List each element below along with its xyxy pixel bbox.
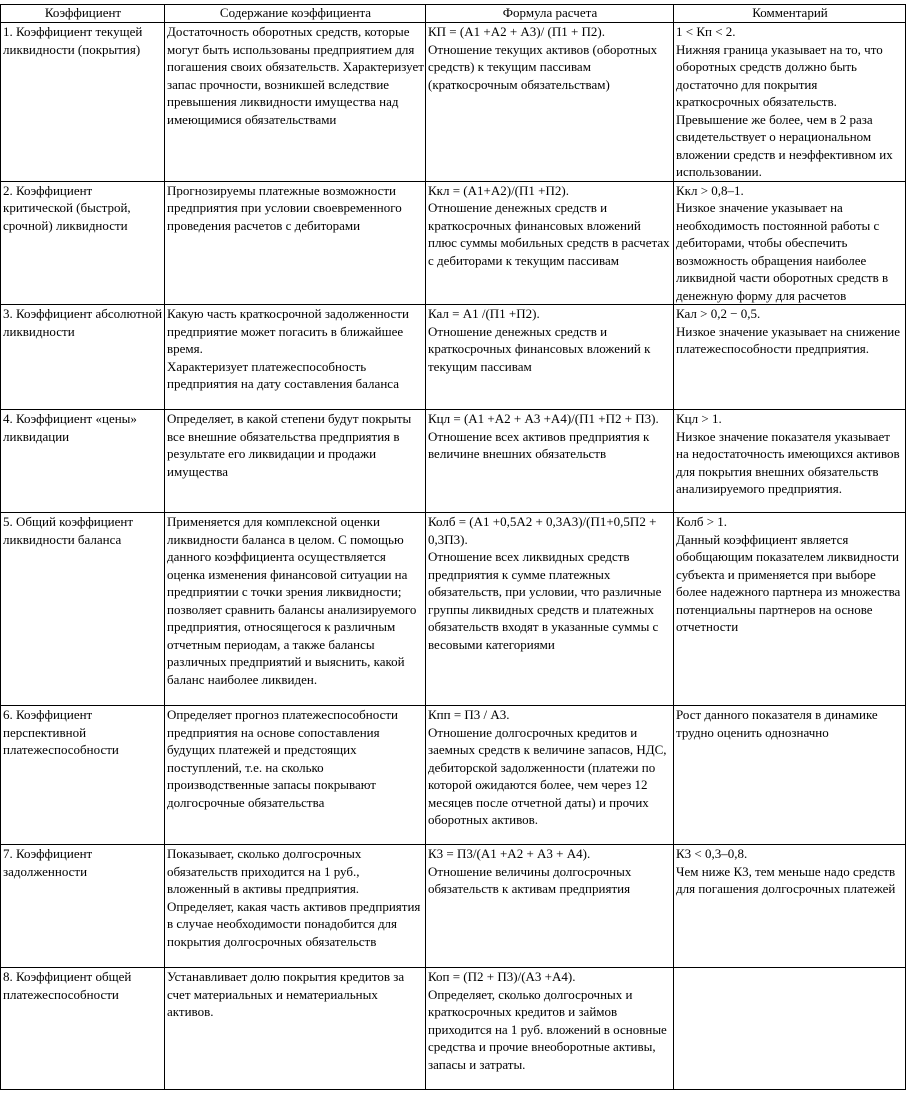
header-formula: Формула расчета xyxy=(426,5,674,23)
ratio-formula-cell: К3 = П3/(А1 +А2 + А3 + А4). Отношение величины долгосрочных обязательств к активам предприятия xyxy=(426,845,674,968)
ratio-name-cell: 7. Коэффициент задолженности xyxy=(1,845,165,968)
ratio-comment-cell: Кцл > 1. Низкое значение показателя указывает на недостаточность имеющихся активов для покрытия внешних обязательств анализируемого предприятия. xyxy=(674,410,906,513)
ratio-comment-cell: Колб > 1. Данный коэффициент является обобщающим показателем ликвидности субъекта и применяется при выборе более надежного партнера из множества потенциальны партнеров на основе отчетности xyxy=(674,513,906,706)
table-row xyxy=(1,513,906,706)
ratio-content-cell: Устанавливает долю покрытия кредитов за счет материальных и нематериальных активов. xyxy=(165,968,426,1090)
header-ratio: Коэффициент xyxy=(1,5,165,23)
ratio-formula-cell: Кцл = (А1 +А2 + А3 +А4)/(П1 +П2 + П3). Отношение всех активов предприятия к величине внешних обязательств xyxy=(426,410,674,513)
table-row xyxy=(1,181,906,305)
ratio-comment-cell: К3 < 0,3–0,8. Чем ниже К3, тем меньше надо средств для погашения долгосрочных платежей xyxy=(674,845,906,968)
table-row xyxy=(1,305,906,410)
ratio-content-cell: Определяет прогноз платежеспособности предприятия на основе сопоставления будущих платежей и предстоящих поступлений, т.е. на сколько производственные запасы покрывают долгосрочные обязательства xyxy=(165,706,426,845)
ratio-formula-cell: Кал = А1 /(П1 +П2). Отношение денежных средств и краткосрочных финансовых вложений к текущим пассивам xyxy=(426,305,674,410)
header-comment: Комментарий xyxy=(674,5,906,23)
liquidity-ratios-table xyxy=(0,4,906,1090)
ratio-comment-cell xyxy=(674,968,906,1090)
ratio-comment-cell: 1 < Кп < 2. Нижняя граница указывает на то, что оборотных средств должно быть достаточно для покрытия краткосрочных обязательств. Превышение же более, чем в 2 раза свидетельствует о нерациональном вложении средств и неэффективном их использовании. xyxy=(674,23,906,182)
ratio-content-cell: Прогнозируемы платежные возможности предприятия при условии своевременного проведения расчетов с дебиторами xyxy=(165,181,426,305)
table-header xyxy=(1,5,906,23)
table-row xyxy=(1,845,906,968)
ratio-content-cell: Определяет, в какой степени будут покрыты все внешние обязательства предприятия в результате его ликвидации и продажи имущества xyxy=(165,410,426,513)
ratio-formula-cell: Колб = (А1 +0,5А2 + 0,3А3)/(П1+0,5П2 + 0,3П3). Отношение всех ликвидных средств предприятия к сумме платежных обязательств, при условии, что различные группы ликвидных средств и платежных обязательств входят в указанные суммы с весовыми категориями xyxy=(426,513,674,706)
ratio-comment-cell: Рост данного показателя в динамике трудно оценить однозначно xyxy=(674,706,906,845)
ratio-content-cell: Показывает, сколько долгосрочных обязательств приходится на 1 руб., вложенный в активы предприятия. Определяет, какая часть активов предприятия в случае необходимости понадобится для покрытия долгосрочных обязательств xyxy=(165,845,426,968)
ratio-content-cell: Достаточность оборотных средств, которые могут быть использованы предприятием для погашения своих обязательств. Характеризует запас прочности, возникшей вследствие превышения ликвидности имущества над имеющимися обязательствами xyxy=(165,23,426,182)
ratio-formula-cell: Ккл = (А1+А2)/(П1 +П2). Отношение денежных средств и краткосрочных финансовых вложений плюс суммы мобильных средств в расчетах с дебиторами к текущим пассивам xyxy=(426,181,674,305)
ratio-content-cell: Какую часть краткосрочной задолженности предприятие может погасить в ближайшее время. Характеризует платежеспособность предприятия на дату составления баланса xyxy=(165,305,426,410)
table-row xyxy=(1,706,906,845)
ratio-name-cell: 2. Коэффициент критической (быстрой, срочной) ликвидности xyxy=(1,181,165,305)
table-body xyxy=(1,23,906,1090)
ratio-name-cell: 5. Общий коэффициент ликвидности баланса xyxy=(1,513,165,706)
ratio-comment-cell: Ккл > 0,8–1. Низкое значение указывает на необходимость постоянной работы с дебиторами, чтобы обеспечить возможность обращения наиболее ликвидной части оборотных средств в денежную форму для расчетов xyxy=(674,181,906,305)
header-content: Содержание коэффициента xyxy=(165,5,426,23)
ratio-formula-cell: Кпп = П3 / А3. Отношение долгосрочных кредитов и заемных средств к величине запасов, НДС, дебиторской задолженности (платежи по которой ожидаются более, чем через 12 месяцев после отчетной даты) и прочих оборотных активов. xyxy=(426,706,674,845)
ratio-name-cell: 8. Коэффициент общей платежеспособности xyxy=(1,968,165,1090)
table-row xyxy=(1,968,906,1090)
ratio-name-cell: 4. Коэффициент «цены» ликвидации xyxy=(1,410,165,513)
table-row xyxy=(1,410,906,513)
ratio-name-cell: 1. Коэффициент текущей ликвидности (покрытия) xyxy=(1,23,165,182)
ratio-content-cell: Применяется для комплексной оценки ликвидности баланса в целом. С помощью данного коэффициента осуществляется оценка изменения финансовой ситуации на предприятии с точки зрения ликвидности; позволяет сравнить балансы анализируемого предприятия, относящегося к различным отчетным периодам, а также балансы различных предприятий и выяснить, какой баланс наиболее ликвиден. xyxy=(165,513,426,706)
ratio-name-cell: 3. Коэффициент абсолютной ликвидности xyxy=(1,305,165,410)
ratio-comment-cell: Кал > 0,2 − 0,5. Низкое значение указывает на снижение платежеспособности предприятия. xyxy=(674,305,906,410)
ratio-name-cell: 6. Коэффициент перспективной платежеспособности xyxy=(1,706,165,845)
header-row xyxy=(1,5,906,23)
ratio-formula-cell: Коп = (П2 + П3)/(А3 +А4). Определяет, сколько долгосрочных и краткосрочных кредитов и займов приходится на 1 руб. вложений в основные средства и прочие внеоборотные активы, запасы и затраты. xyxy=(426,968,674,1090)
ratio-formula-cell: КП = (А1 +А2 + А3)/ (П1 + П2). Отношение текущих активов (оборотных средств) к текущим пассивам (краткосрочным обязательствам) xyxy=(426,23,674,182)
table-row xyxy=(1,23,906,182)
